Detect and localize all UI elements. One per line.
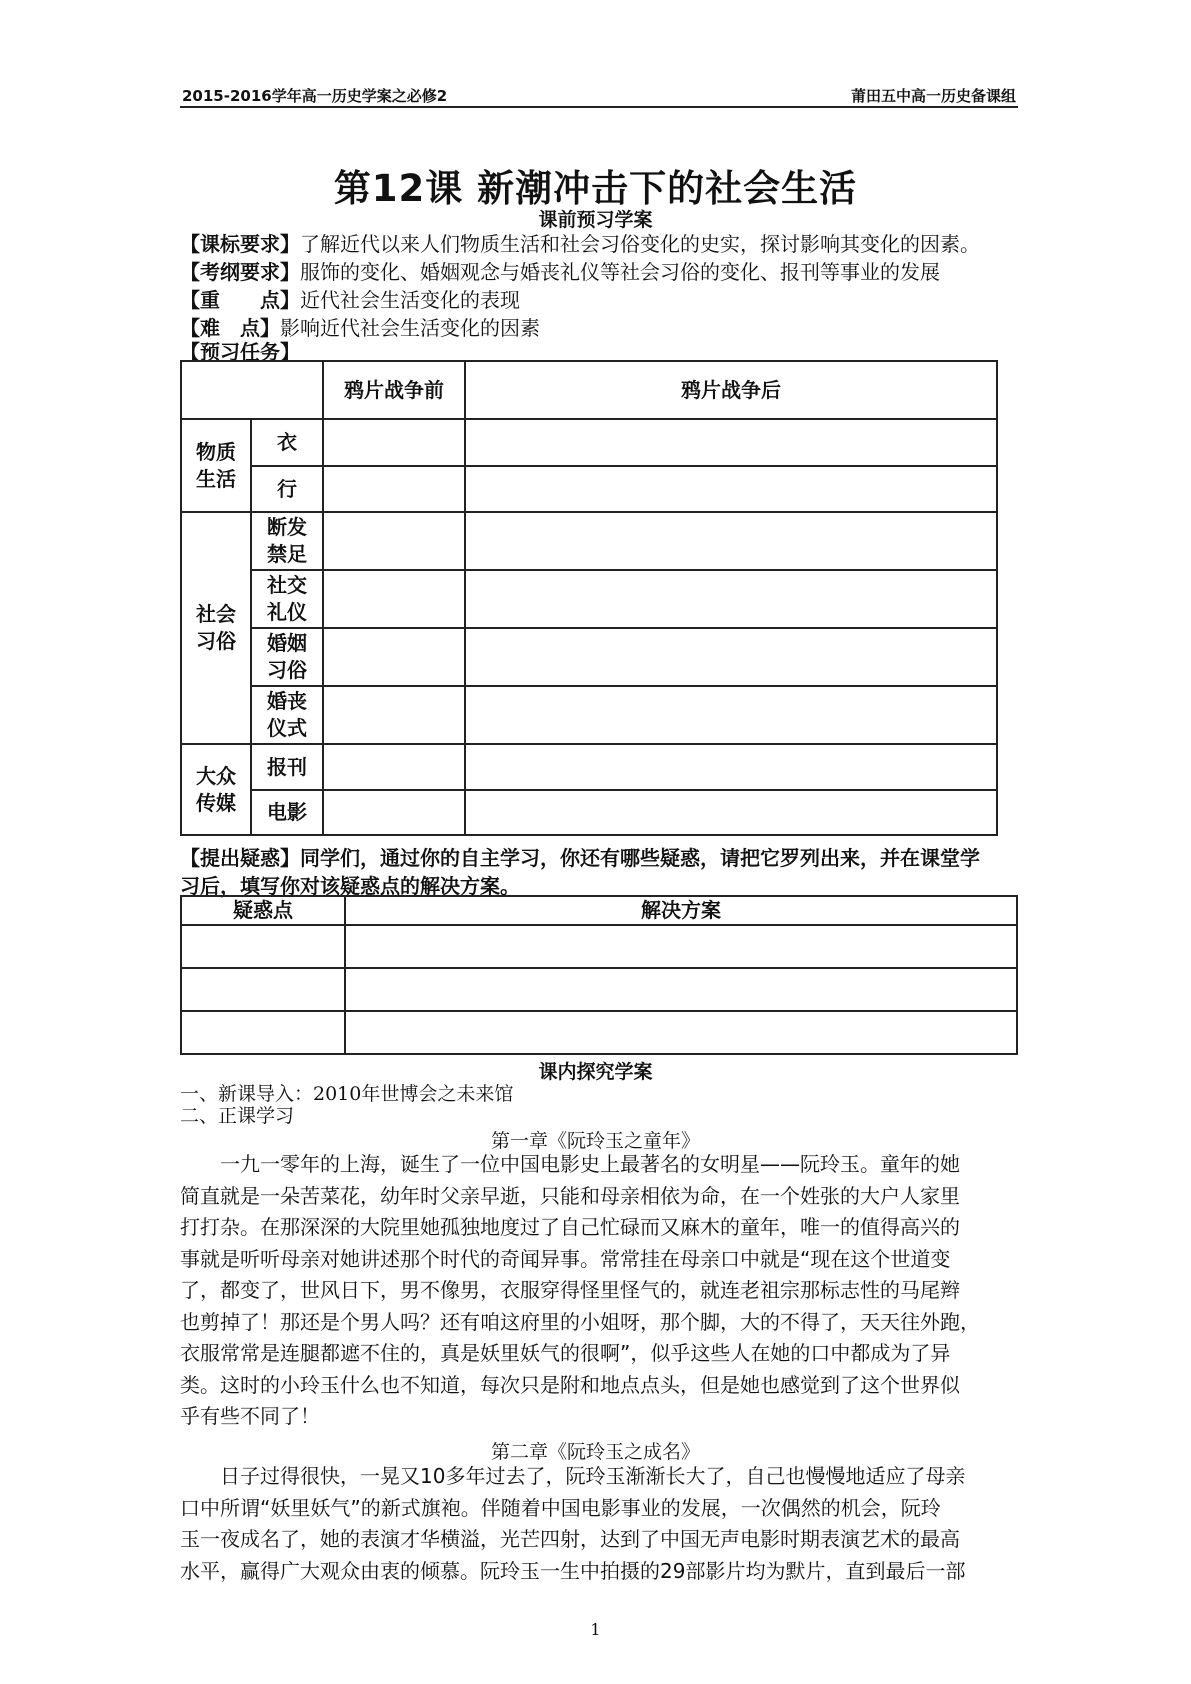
text-line: 乎有些不同了！ [180, 1404, 320, 1428]
text-line: 日子过得很快，一晃又10多年过去了，阮玲玉渐渐长大了，自己也慢慢地适应了母亲 [220, 1464, 966, 1488]
text-line: 了，都变了，世风日下，男不像男，衣服穿得怪里怪气的，就连老祖宗那标志性的马尾辫 [180, 1278, 960, 1302]
table-row [181, 512, 997, 570]
answer-cell-before[interactable] [323, 744, 465, 790]
group-label-text: 物质生活 [196, 439, 236, 491]
answer-cell-before[interactable] [323, 512, 465, 570]
column-header-after: 鸦片战争后 [465, 361, 997, 419]
inclass-heading: 课内探究学案 [538, 1061, 653, 1083]
table-row [181, 968, 1017, 1011]
answer-cell-after[interactable] [465, 744, 997, 790]
requirement-text: 近代社会生活变化的表现 [300, 288, 520, 312]
item-label-text: 婚姻习俗 [267, 631, 307, 682]
requirement-tag: 【考纲要求】 [180, 260, 300, 284]
requirement-curriculum [180, 228, 980, 257]
requirement-text: 了解近代以来人们物质生活和社会习俗变化的史实，探讨影响其变化的因素。 [300, 232, 980, 256]
answer-cell-after[interactable] [465, 419, 997, 466]
text-line: 类。这时的小玲玉什么也不知道，每次只是附和地点点头，但是她也感觉到了这个世界似 [180, 1372, 960, 1397]
question-cell[interactable] [181, 1011, 345, 1054]
chapter1-title: 第一章《阮玲玉之童年》 [490, 1130, 700, 1152]
questions-prompt-line1 [180, 842, 980, 871]
text-line: 简直就是一朵苦菜花，幼年时父亲早逝，只能和母亲相依为命，在一个姓张的大户人家里 [180, 1183, 960, 1208]
text-line: 玉一夜成名了，她的表演才华横溢，光芒四射，达到了中国无声电影时期表演艺术的最高 [180, 1527, 960, 1551]
answer-cell-before[interactable] [323, 790, 465, 835]
page-number: 1 [590, 1620, 601, 1639]
table-row [181, 1011, 1017, 1054]
table-row [181, 925, 1017, 968]
text-line: 打打杂。在那深深的大院里她孤独地度过了自己忙碌而又麻木的童年，唯一的值得高兴的 [180, 1215, 960, 1239]
table-row [181, 744, 997, 790]
column-header-before: 鸦片战争前 [323, 361, 465, 419]
group-label-text: 社会习俗 [196, 602, 236, 653]
table-row [181, 466, 997, 512]
questions-table [180, 895, 1018, 1055]
section-intro: 一、新课导入：2010年世博会之未来馆 [180, 1083, 514, 1105]
answer-cell-before[interactable] [323, 419, 465, 466]
table-row [181, 570, 997, 628]
item-label-text: 社交礼仪 [267, 573, 307, 624]
requirement-tag: 【重 点】 [180, 288, 300, 312]
answer-cell-before[interactable] [323, 570, 465, 628]
item-label [251, 686, 323, 744]
item-label: 报刊 [251, 744, 323, 790]
solution-cell[interactable] [345, 1011, 1017, 1054]
item-label: 行 [251, 466, 323, 512]
group-label [181, 419, 251, 512]
preview-table [180, 360, 998, 836]
text-line: 口中所谓“妖里妖气”的新式旗袍。伴随着中国电影事业的发展，一次偶然的机会，阮玲 [180, 1495, 941, 1520]
requirement-tag: 【难 点】 [180, 316, 280, 340]
text-line: 事就是听听母亲对她讲述那个时代的奇闻异事。常常挂在母亲口中就是“现在这个世道变 [180, 1246, 951, 1271]
item-label [251, 628, 323, 686]
item-label [251, 512, 323, 570]
answer-cell-after[interactable] [465, 790, 997, 835]
answer-cell-after[interactable] [465, 466, 997, 512]
group-label [181, 512, 251, 744]
answer-cell-before[interactable] [323, 628, 465, 686]
solution-cell[interactable] [345, 968, 1017, 1011]
table-header-row [181, 361, 997, 419]
table-row [181, 790, 997, 835]
question-cell[interactable] [181, 968, 345, 1011]
group-label [181, 744, 251, 835]
preview-heading: 课前预习学案 [538, 209, 653, 231]
answer-cell-before[interactable] [323, 466, 465, 512]
answer-cell-after[interactable] [465, 686, 997, 744]
questions-text: 习后，填写你对该疑惑点的解决方案。 [180, 874, 520, 898]
chapter2-title: 第二章《阮玲玉之成名》 [490, 1441, 700, 1463]
question-cell[interactable] [181, 925, 345, 968]
requirement-key-point [180, 284, 520, 313]
header-course: 2015-2016学年高一历史学案之必修2 [182, 87, 448, 105]
answer-cell-after[interactable] [465, 628, 997, 686]
answer-cell-before[interactable] [323, 686, 465, 744]
header-school: 莆田五中高一历史备课组 [850, 87, 1016, 105]
item-label: 电影 [251, 790, 323, 835]
item-label-text: 断发禁足 [267, 515, 307, 566]
table-row [181, 628, 997, 686]
requirement-text: 影响近代社会生活变化的因素 [280, 316, 540, 340]
questions-tag: 【提出疑惑】 [180, 846, 300, 870]
item-label [251, 570, 323, 628]
requirement-exam [180, 256, 940, 285]
table-row [181, 686, 997, 744]
table-header-row [181, 896, 1017, 925]
item-label-text: 婚丧仪式 [267, 689, 307, 740]
text-line: 衣服常常是连腿都遮不住的，真是妖里妖气的很啊”，似乎这些人在她的口中都成为了异 [180, 1341, 951, 1365]
lesson-title: 第12课 新潮冲击下的社会生活 [333, 167, 858, 210]
text-line: 水平，赢得广大观众由衷的倾慕。阮玲玉一生中拍摄的29部影片均为默片，直到最后一部 [180, 1558, 966, 1583]
chapter1-body [180, 1149, 1018, 1433]
text-line: 也剪掉了！那还是个男人吗？还有咱这府里的小姐呀，那个脚，大的不得了，天天往外跑， [180, 1309, 980, 1334]
column-header-solution: 解决方案 [345, 896, 1017, 925]
answer-cell-after[interactable] [465, 570, 997, 628]
solution-cell[interactable] [345, 925, 1017, 968]
item-label: 衣 [251, 419, 323, 466]
requirement-tag: 【预习任务】 [180, 340, 300, 364]
table-row [181, 419, 997, 466]
column-header-question: 疑惑点 [181, 896, 345, 925]
answer-cell-after[interactable] [465, 512, 997, 570]
requirement-tag: 【课标要求】 [180, 232, 300, 256]
section-main: 二、正课学习 [180, 1105, 295, 1127]
questions-text: 同学们，通过你的自主学习，你还有哪些疑惑，请把它罗列出来，并在课堂学 [300, 846, 980, 870]
chapter2-body [180, 1461, 1018, 1587]
text-line: 一九一零年的上海，诞生了一位中国电影史上最著名的女明星——阮玲玉。童年的她 [220, 1152, 960, 1176]
page-header [180, 84, 1018, 108]
group-label-text: 大众传媒 [196, 763, 236, 815]
table-corner-cell [181, 361, 323, 419]
requirement-text: 服饰的变化、婚姻观念与婚丧礼仪等社会习俗的变化、报刊等事业的发展 [300, 260, 940, 284]
